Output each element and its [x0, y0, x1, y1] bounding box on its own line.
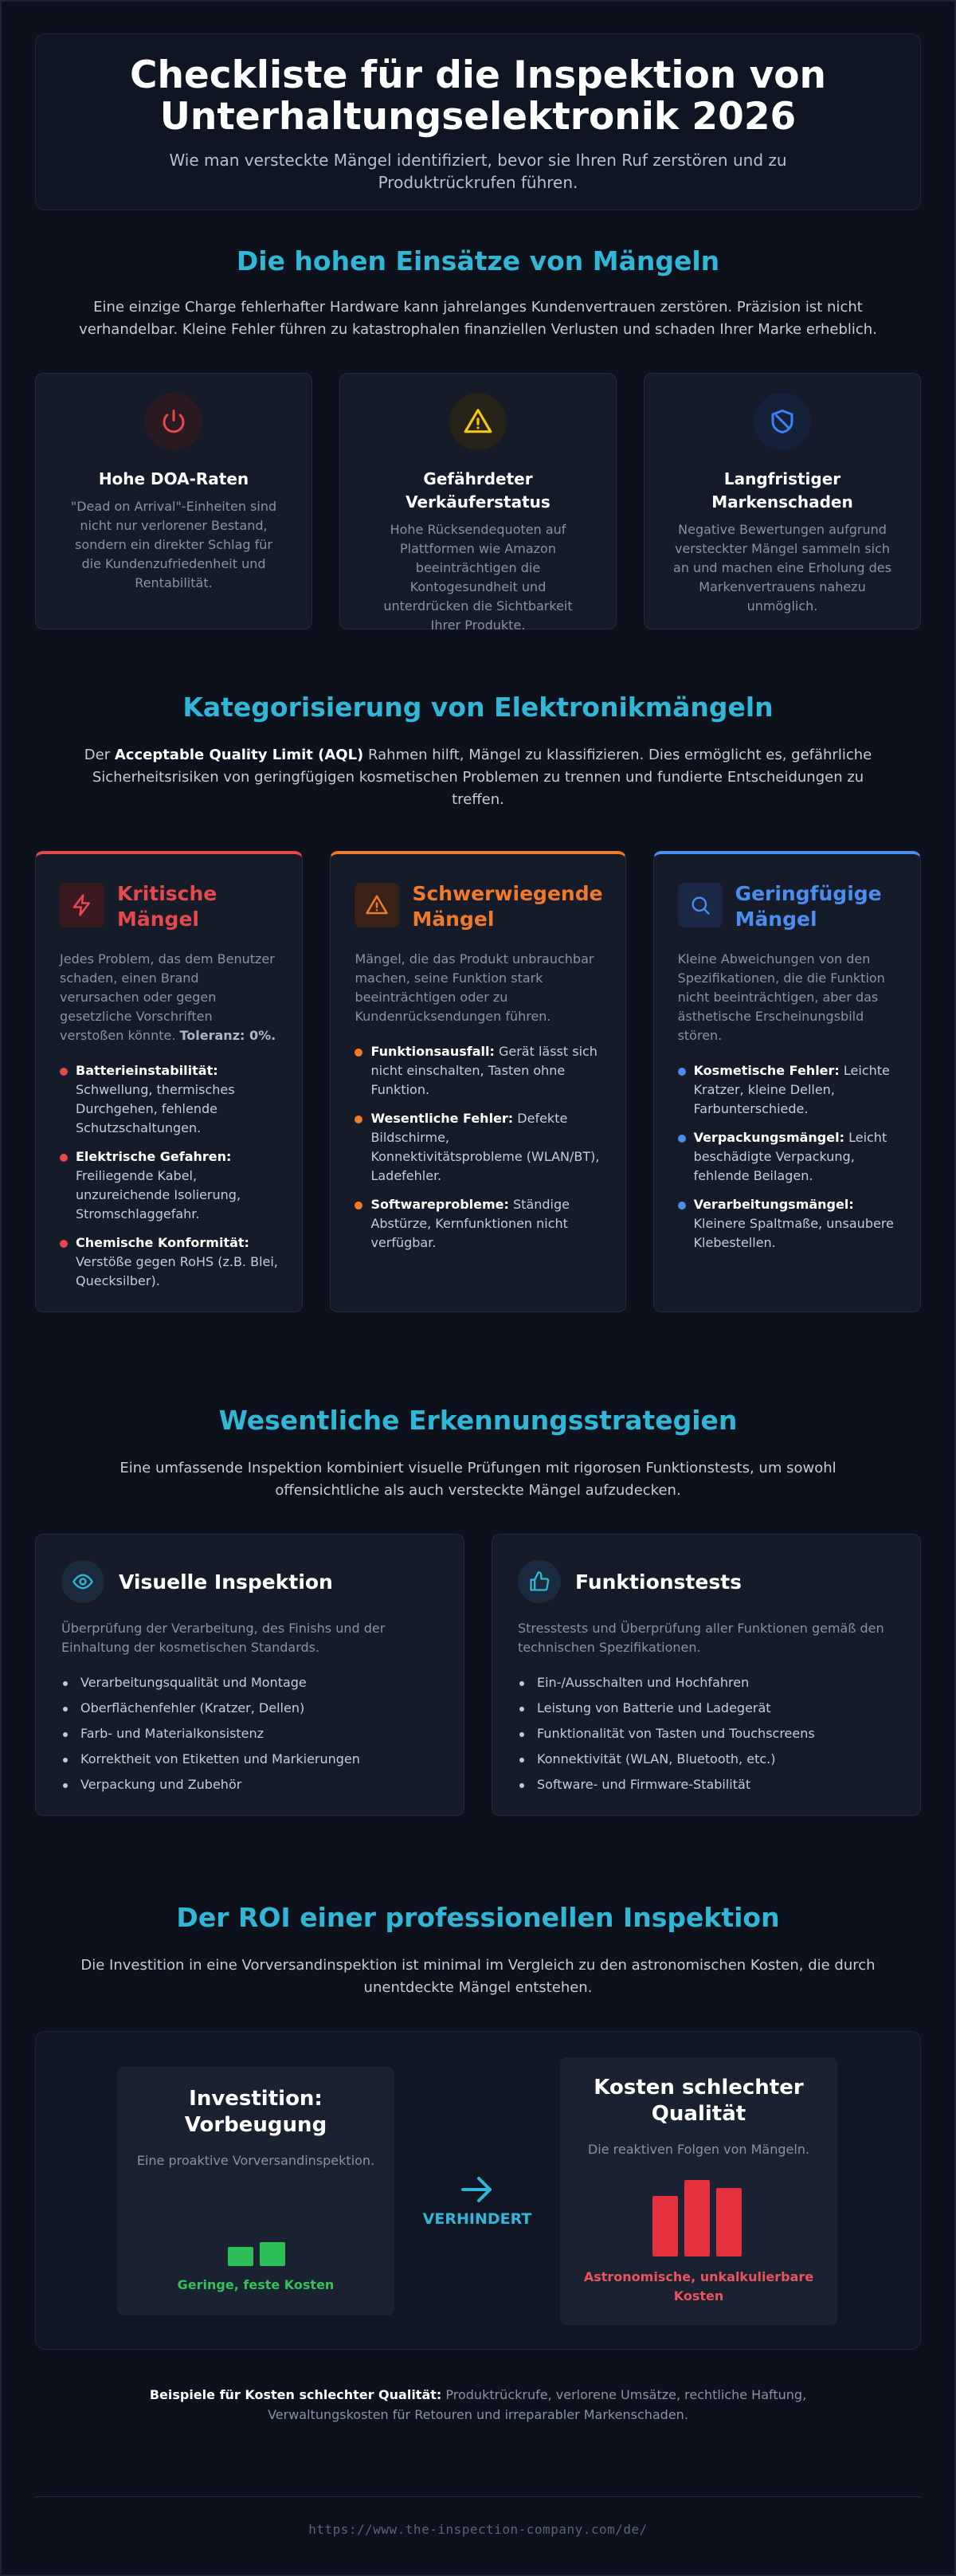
lead-text-post: Rahmen hilft, Mängel zu klassifizieren. Dies ermöglicht es, gefährliche Sicherheitsrisiken von geringfügigen kosmetischen Problemen zu trennen und fundierte Entscheidungen zu treffen.: [92, 747, 872, 808]
list-item: Oberflächenfehler (Kratzer, Dellen): [61, 1696, 440, 1721]
category-title: Schwerwiegende Mängel: [412, 882, 603, 931]
list-item: Farb- und Materialkonsistenz: [61, 1721, 440, 1747]
category-list: [678, 1061, 898, 1253]
cost-bar: [260, 2242, 285, 2266]
category-card-major: [330, 851, 625, 1312]
list-item: Korrektheit von Etiketten und Markierungen: [61, 1747, 440, 1772]
tolerance-label: Toleranz: 0%.: [179, 1028, 276, 1043]
prevents-label: VERHINDERT: [422, 2210, 532, 2228]
strategy-list: [518, 1670, 896, 1798]
stakes-section-title: Die hohen Einsätze von Mängeln: [236, 245, 720, 276]
strategy-card-functional: [492, 1534, 921, 1816]
cost-examples: [120, 2385, 836, 2425]
low-cost-bars: [228, 2242, 284, 2266]
category-card-minor: [653, 851, 921, 1312]
list-item: Verpackungsmängel: Leicht beschädigte Verpackung, fehlende Beilagen.: [678, 1128, 898, 1186]
investment-title: Investition: Vorbeugung: [184, 2087, 327, 2137]
categories-lead: [72, 744, 884, 811]
footer-divider: [35, 2496, 921, 2497]
page-subtitle: Wie man versteckte Mängel identifiziert, bevor sie Ihren Ruf zerstören und zu Produktrückrufen führen.: [169, 151, 787, 192]
cost-of-poor-quality-box: [560, 2057, 837, 2325]
cost-caption: Astronomische, unkalkulierbare Kosten: [583, 2269, 814, 2304]
list-item: Verarbeitungsqualität und Montage: [61, 1670, 440, 1696]
category-card-critical: [35, 851, 303, 1312]
warning-icon: [355, 883, 399, 927]
high-cost-bars: [652, 2177, 748, 2256]
warning-icon: [449, 393, 507, 450]
stake-card-doa: [35, 373, 312, 629]
strategy-desc: Stresstests und Überprüfung aller Funktionen gemäß den technischen Spezifikationen.: [518, 1621, 884, 1655]
aql-term: Acceptable Quality Limit (AQL): [114, 747, 364, 763]
stake-card-title: Gefährdeter Verkäuferstatus: [406, 469, 550, 512]
category-title: Kritische Mängel: [117, 882, 217, 931]
list-item: Batterieinstabilität: Schwellung, thermisches Durchgehen, fehlende Schutzschaltungen.: [60, 1061, 280, 1138]
stake-card-text: Hohe Rücksendequoten auf Plattformen wie Amazon beeinträchtigen die Kontogesundheit und unterdrücken die Sichtbarkeit Ihrer Produkte.: [383, 522, 573, 633]
list-item: Kosmetische Fehler: Leichte Kratzer, kleine Dellen, Farbunterschiede.: [678, 1061, 898, 1119]
categories-section-title: Kategorisierung von Elektronikmängeln: [182, 692, 774, 723]
investment-caption: Geringe, feste Kosten: [177, 2277, 335, 2292]
stake-card-brand-damage: [644, 373, 921, 629]
list-item: Elektrische Gefahren: Freiliegende Kabel, unzureichende Isolierung, Stromschlaggefahr.: [60, 1147, 280, 1224]
prevents-connector: [415, 2172, 539, 2228]
cost-bar: [716, 2188, 742, 2256]
strategies-section-title: Wesentliche Erkennungsstrategien: [218, 1405, 738, 1436]
list-item: Funktionsausfall: Gerät lässt sich nicht einschalten, Tasten ohne Funktion.: [355, 1042, 602, 1100]
header-banner: [35, 33, 921, 210]
list-item: Leistung von Batterie und Ladegerät: [518, 1696, 896, 1721]
search-icon: [678, 883, 723, 927]
roi-comparison-panel: [35, 2031, 921, 2350]
stake-card-text: "Dead on Arrival"-Einheiten sind nicht nur verlorener Bestand, sondern ein direkter Schlag für die Kundenzufriedenheit und Rentabilität.: [70, 499, 277, 590]
strategy-cards: [35, 1534, 921, 1816]
category-title: Geringfügige Mängel: [735, 882, 882, 931]
roi-lead: Die Investition in eine Vorversandinspektion ist minimal im Vergleich zu den astronomischen Kosten, die durch unentdeckte Mängel entstehen.: [80, 1957, 876, 1996]
stakes-cards: [35, 373, 921, 633]
thumbs-up-icon: [518, 1560, 561, 1603]
arrow-right-icon: [415, 2172, 539, 2207]
lead-text-pre: Der: [84, 747, 115, 763]
eye-icon: [61, 1560, 104, 1603]
power-icon: [145, 393, 202, 450]
list-item: Funktionalität von Tasten und Touchscreens: [518, 1721, 896, 1747]
list-item: Wesentliche Fehler: Defekte Bildschirme, Konnektivitätsprobleme (WLAN/BT), Ladefehler.: [355, 1109, 602, 1186]
list-item: Verarbeitungsmängel: Kleinere Spaltmaße, unsaubere Klebestellen.: [678, 1195, 898, 1253]
list-item: Konnektivität (WLAN, Bluetooth, etc.): [518, 1747, 896, 1772]
category-desc: Mängel, die das Produkt unbrauchbar machen, seine Funktion stark beeinträchtigen oder zu Kundenrücksendungen führen.: [355, 951, 594, 1024]
strategy-title: Funktionstests: [575, 1570, 742, 1594]
category-desc-text: Jedes Problem, das dem Benutzer schaden, einen Brand verursachen oder gegen gesetzliche Vorschriften verstoßen könnte.: [60, 951, 275, 1043]
list-item: Softwareprobleme: Ständige Abstürze, Kernfunktionen nicht verfügbar.: [355, 1195, 602, 1253]
cost-bar: [228, 2247, 253, 2266]
stake-card-title: Hohe DOA-Raten: [98, 469, 249, 488]
investment-desc: Eine proaktive Vorversandinspektion.: [136, 2153, 375, 2168]
strategy-title: Visuelle Inspektion: [119, 1570, 333, 1594]
category-desc: [60, 950, 280, 1045]
category-list: [355, 1042, 602, 1253]
page-title: Checkliste für die Inspektion von Unterhaltungselektronik 2026: [129, 53, 827, 139]
cost-bar: [652, 2196, 678, 2256]
footer-url[interactable]: https://www.the-inspection-company.com/de/: [308, 2522, 648, 2537]
lightning-icon: [60, 883, 104, 927]
strategy-desc: Überprüfung der Verarbeitung, des Finishs und der Einhaltung der kosmetischen Standards.: [61, 1621, 386, 1655]
roi-section-title: Der ROI einer professionellen Inspektion: [176, 1902, 780, 1933]
cost-title: Kosten schlechter Qualität: [594, 2076, 804, 2126]
stake-card-text: Negative Bewertungen aufgrund versteckter Mängel sammeln sich an und machen eine Erholung des Markenvertrauens nahezu unmöglich.: [673, 522, 891, 614]
category-cards: [35, 851, 921, 1312]
strategy-list: [61, 1670, 440, 1798]
stake-card-seller-status: [339, 373, 617, 633]
list-item: Ein-/Ausschalten und Hochfahren: [518, 1670, 896, 1696]
cost-desc: Die reaktiven Folgen von Mängeln.: [587, 2142, 810, 2157]
category-desc: Kleine Abweichungen von den Spezifikationen, die die Funktion nicht beeinträchtigen, aber das ästhetische Erscheinungsbild stören.: [677, 951, 885, 1043]
stake-card-title: Langfristiger Markenschaden: [711, 469, 853, 512]
stakes-lead: Eine einzige Charge fehlerhafter Hardware kann jahrelanges Kundenvertrauen zerstören. Präzision ist nicht verhandelbar. Kleine Fehler führen zu katastrophalen finanziellen Verlusten und schaden Ihrer Marke erheblich.: [79, 299, 877, 338]
strategies-lead: Eine umfassende Inspektion kombiniert visuelle Prüfungen mit rigorosen Funktionstests, um sowohl offensichtliche als auch versteckte Mängel aufzudecken.: [120, 1460, 836, 1499]
examples-text: Produktrückrufe, verlorene Umsätze, rechtliche Haftung, Verwaltungskosten für Retouren und irreparabler Markenschaden.: [268, 2387, 807, 2422]
list-item: Software- und Firmware-Stabilität: [518, 1772, 896, 1798]
category-list: [60, 1061, 280, 1291]
list-item: Verpackung und Zubehör: [61, 1772, 440, 1798]
examples-label: Beispiele für Kosten schlechter Qualität:: [149, 2387, 442, 2402]
strategy-card-visual: [35, 1534, 464, 1816]
list-item: Chemische Konformität: Verstöße gegen RoHS (z.B. Blei, Quecksilber).: [60, 1233, 280, 1291]
investment-box: [117, 2067, 394, 2315]
cost-bar: [684, 2180, 710, 2256]
shield-off-icon: [754, 393, 811, 450]
